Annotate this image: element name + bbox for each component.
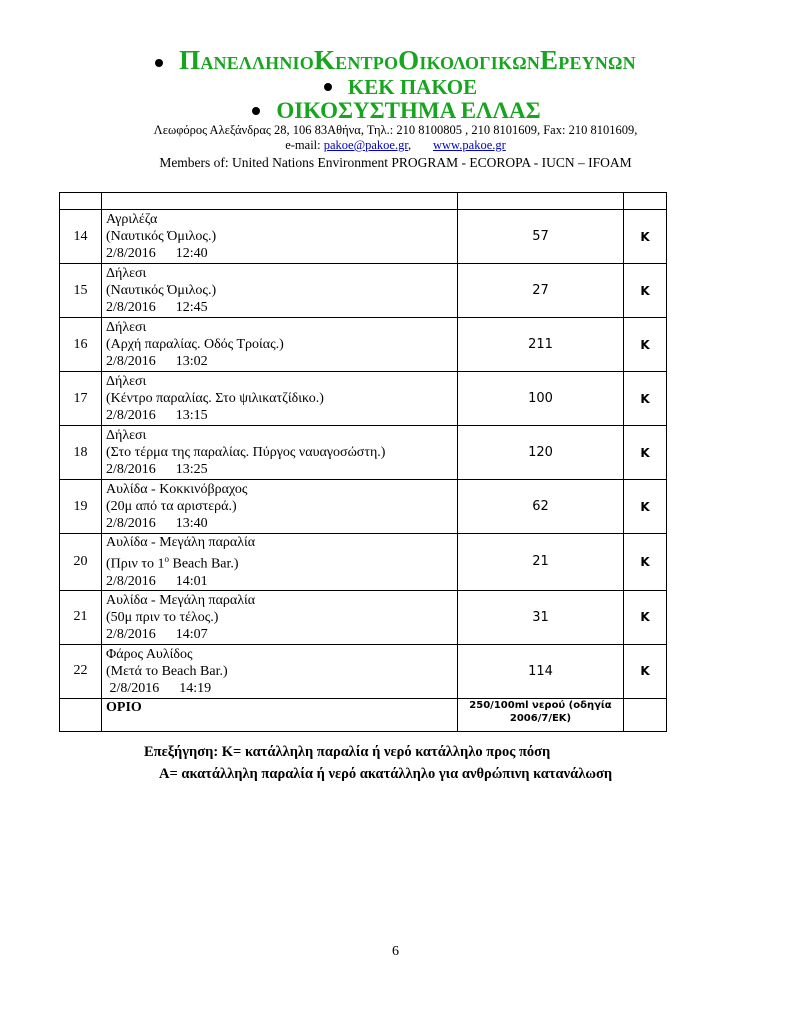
- location-cell: [102, 426, 458, 480]
- location-name: Δήλεσι: [106, 320, 147, 335]
- email-label: e-mail:: [285, 138, 321, 152]
- sample-date: 2/8/2016: [106, 354, 156, 369]
- table-cell: [102, 193, 458, 210]
- sample-datetime: [106, 407, 457, 424]
- email-separator: ,: [408, 138, 412, 152]
- sample-datetime: [106, 515, 457, 532]
- website-link[interactable]: www.pakoe.gr: [433, 138, 506, 152]
- sample-date: 2/8/2016: [106, 626, 156, 642]
- table-row: [60, 534, 667, 591]
- sample-time: 14:07: [175, 626, 208, 642]
- page-number: 6: [392, 944, 399, 959]
- sample-date: 2/8/2016: [106, 246, 156, 261]
- row-number: 21: [60, 590, 102, 644]
- sample-datetime: [106, 299, 457, 316]
- detail-text: (Αρχή παραλίας. Οδός Τροίας.): [106, 337, 284, 352]
- location-detail: [106, 498, 457, 515]
- detail-text: (20μ από τα αριστερά.): [106, 499, 237, 514]
- location-name: Αυλίδα - Μεγάλη παραλία: [106, 592, 256, 608]
- measurement-value: 57: [458, 210, 624, 264]
- location-detail: [106, 444, 457, 461]
- sample-datetime: [106, 245, 457, 262]
- measurement-value: 120: [458, 426, 624, 480]
- sample-date: 2/8/2016: [106, 573, 156, 589]
- detail-text: (Ναυτικός Όμιλος.): [106, 283, 217, 298]
- location-detail: [106, 390, 457, 407]
- location-cell: [102, 480, 458, 534]
- measurement-value: 21: [458, 534, 624, 591]
- measurement-value: 62: [458, 480, 624, 534]
- location-cell: [102, 590, 458, 644]
- suitability-class: Κ: [624, 264, 667, 318]
- table-row: [60, 426, 667, 480]
- location-cell: [102, 644, 458, 698]
- bullet-icon: [324, 83, 332, 91]
- detail-text: (Μετά το Beach Bar.): [106, 663, 228, 679]
- row-number: 20: [60, 534, 102, 591]
- org-name-initial: Ο: [398, 45, 420, 75]
- location-name: Δήλεσι: [106, 266, 147, 281]
- row-number: 15: [60, 264, 102, 318]
- location-detail: [106, 336, 457, 353]
- table-row: [60, 590, 667, 644]
- sample-datetime: [106, 353, 457, 370]
- sample-datetime: [106, 626, 457, 643]
- location-name: Αυλίδα - Κοκκινόβραχος: [106, 482, 248, 497]
- org-name-word: ΑΝΕΛΛΗΝΙΟ: [200, 53, 314, 73]
- location-cell: [102, 264, 458, 318]
- location-detail: [106, 609, 457, 626]
- sample-time: 13:25: [175, 462, 208, 477]
- suitability-class: Κ: [624, 644, 667, 698]
- bullet-icon: [155, 59, 163, 67]
- sample-datetime: [106, 573, 457, 590]
- row-number: 14: [60, 210, 102, 264]
- org-name-word: ΡΕΥΝΩΝ: [558, 53, 636, 73]
- suitability-class: Κ: [624, 372, 667, 426]
- location-cell: [102, 372, 458, 426]
- address-line: Λεωφόρος Αλεξάνδρας 28, 106 83Αθήνα, Τηλ.: 210 8100805 , 210 8101609, Fax: 210 8101609,: [153, 123, 638, 137]
- table-row: [60, 210, 667, 264]
- sample-datetime: [106, 461, 457, 478]
- sample-date: 2/8/2016: [106, 680, 160, 696]
- location-name: Αυλίδα - Μεγάλη παραλία: [106, 535, 256, 550]
- org-name-line: [0, 45, 791, 75]
- detail-text: (Πριν το 1: [106, 556, 165, 572]
- row-number: 16: [60, 318, 102, 372]
- location-detail: [106, 551, 457, 573]
- measurement-value: 211: [458, 318, 624, 372]
- table-cell: [60, 193, 102, 210]
- table-row-blank: [60, 193, 667, 210]
- table-row: [60, 372, 667, 426]
- location-detail: [106, 663, 457, 680]
- table-cell: [624, 698, 667, 731]
- sample-time: 12:40: [175, 246, 208, 261]
- measurement-value: 27: [458, 264, 624, 318]
- row-number: 22: [60, 644, 102, 698]
- kek-line: [10, 75, 791, 99]
- suitability-class: Κ: [624, 318, 667, 372]
- sample-time: 12:45: [175, 300, 208, 315]
- email-link[interactable]: pakoe@pakoe.gr: [323, 138, 408, 152]
- table-cell: [624, 193, 667, 210]
- location-name: Δήλεσι: [106, 428, 147, 443]
- detail-text: (Ναυτικός Όμιλος.): [106, 229, 217, 244]
- org-name-word: ΙΚΟΛΟΓΙΚΩΝ: [419, 53, 541, 73]
- org-name-initial: Ε: [540, 45, 559, 75]
- limit-value-line: 250/100ml νερού (οδηγία: [469, 699, 612, 711]
- ordinal-superscript: ο: [164, 554, 169, 564]
- table-cell: [458, 193, 624, 210]
- kek-title: ΚΕΚ ΠΑΚΟΕ: [347, 75, 478, 99]
- letterhead: [0, 45, 791, 172]
- measurement-value: 114: [458, 644, 624, 698]
- table-cell: [60, 698, 102, 731]
- location-cell: [102, 318, 458, 372]
- location-cell: [102, 534, 458, 591]
- limit-row: [60, 698, 667, 731]
- row-number: 17: [60, 372, 102, 426]
- memberships-line: Members of: United Nations Environment PROGRAM - ECOROPA - IUCN – IFOAM: [159, 155, 632, 170]
- location-name: Δήλεσι: [106, 374, 147, 389]
- limit-value: [458, 698, 624, 731]
- suitability-class: Κ: [624, 590, 667, 644]
- sample-time: 13:40: [175, 516, 208, 531]
- org-name-word: ΕΝΤΡΟ: [335, 53, 399, 73]
- results-table: [59, 192, 667, 732]
- sample-time: 13:15: [175, 408, 208, 423]
- sample-date: 2/8/2016: [106, 300, 156, 315]
- sample-time: 14:19: [179, 680, 212, 696]
- location-detail: [106, 228, 457, 245]
- sample-date: 2/8/2016: [106, 408, 156, 423]
- contact-line: [0, 138, 791, 153]
- sample-datetime: [106, 680, 457, 697]
- detail-text: (50μ πριν το τέλος.): [106, 609, 219, 625]
- suitability-class: Κ: [624, 534, 667, 591]
- suitability-class: Κ: [624, 426, 667, 480]
- org-name-initial: Κ: [313, 45, 336, 75]
- detail-text: (Κέντρο παραλίας. Στο ψιλικατζίδικο.): [106, 391, 324, 406]
- location-detail: [106, 282, 457, 299]
- sample-time: 14:01: [175, 573, 208, 589]
- ecosystem-line: [2, 99, 791, 123]
- location-name: Αγριλέζα: [106, 212, 158, 227]
- table-row: [60, 644, 667, 698]
- legend-line-unsuitable: Α= ακατάλληλη παραλία ή νερό ακατάλληλο για ανθρώπινη κατανάλωση: [159, 766, 613, 782]
- bullet-icon: [252, 107, 260, 115]
- table-row: [60, 264, 667, 318]
- detail-text: (Στο τέρμα της παραλίας. Πύργος ναυαγοσώστη.): [106, 445, 386, 460]
- table-row: [60, 480, 667, 534]
- sample-date: 2/8/2016: [106, 516, 156, 531]
- legend-line-suitable: Επεξήγηση: Κ= κατάλληλη παραλία ή νερό κατάλληλο προς πόση: [144, 744, 551, 760]
- row-number: 18: [60, 426, 102, 480]
- table-row: [60, 318, 667, 372]
- sample-date: 2/8/2016: [106, 462, 156, 477]
- location-name: Φάρος Αυλίδος: [106, 646, 193, 662]
- org-name-initial: Π: [179, 45, 201, 75]
- measurement-value: 31: [458, 590, 624, 644]
- detail-text: Beach Bar.): [168, 556, 239, 572]
- suitability-class: Κ: [624, 480, 667, 534]
- ecosystem-title: ΟΙΚΟΣΥΣΤΗΜΑ ΕΛΛΑΣ: [276, 98, 541, 123]
- limit-label: ΟΡΙΟ: [102, 698, 458, 731]
- row-number: 19: [60, 480, 102, 534]
- limit-value-line: 2006/7/ΕΚ): [509, 712, 572, 724]
- suitability-class: Κ: [624, 210, 667, 264]
- location-cell: [102, 210, 458, 264]
- measurement-value: 100: [458, 372, 624, 426]
- sample-time: 13:02: [175, 354, 208, 369]
